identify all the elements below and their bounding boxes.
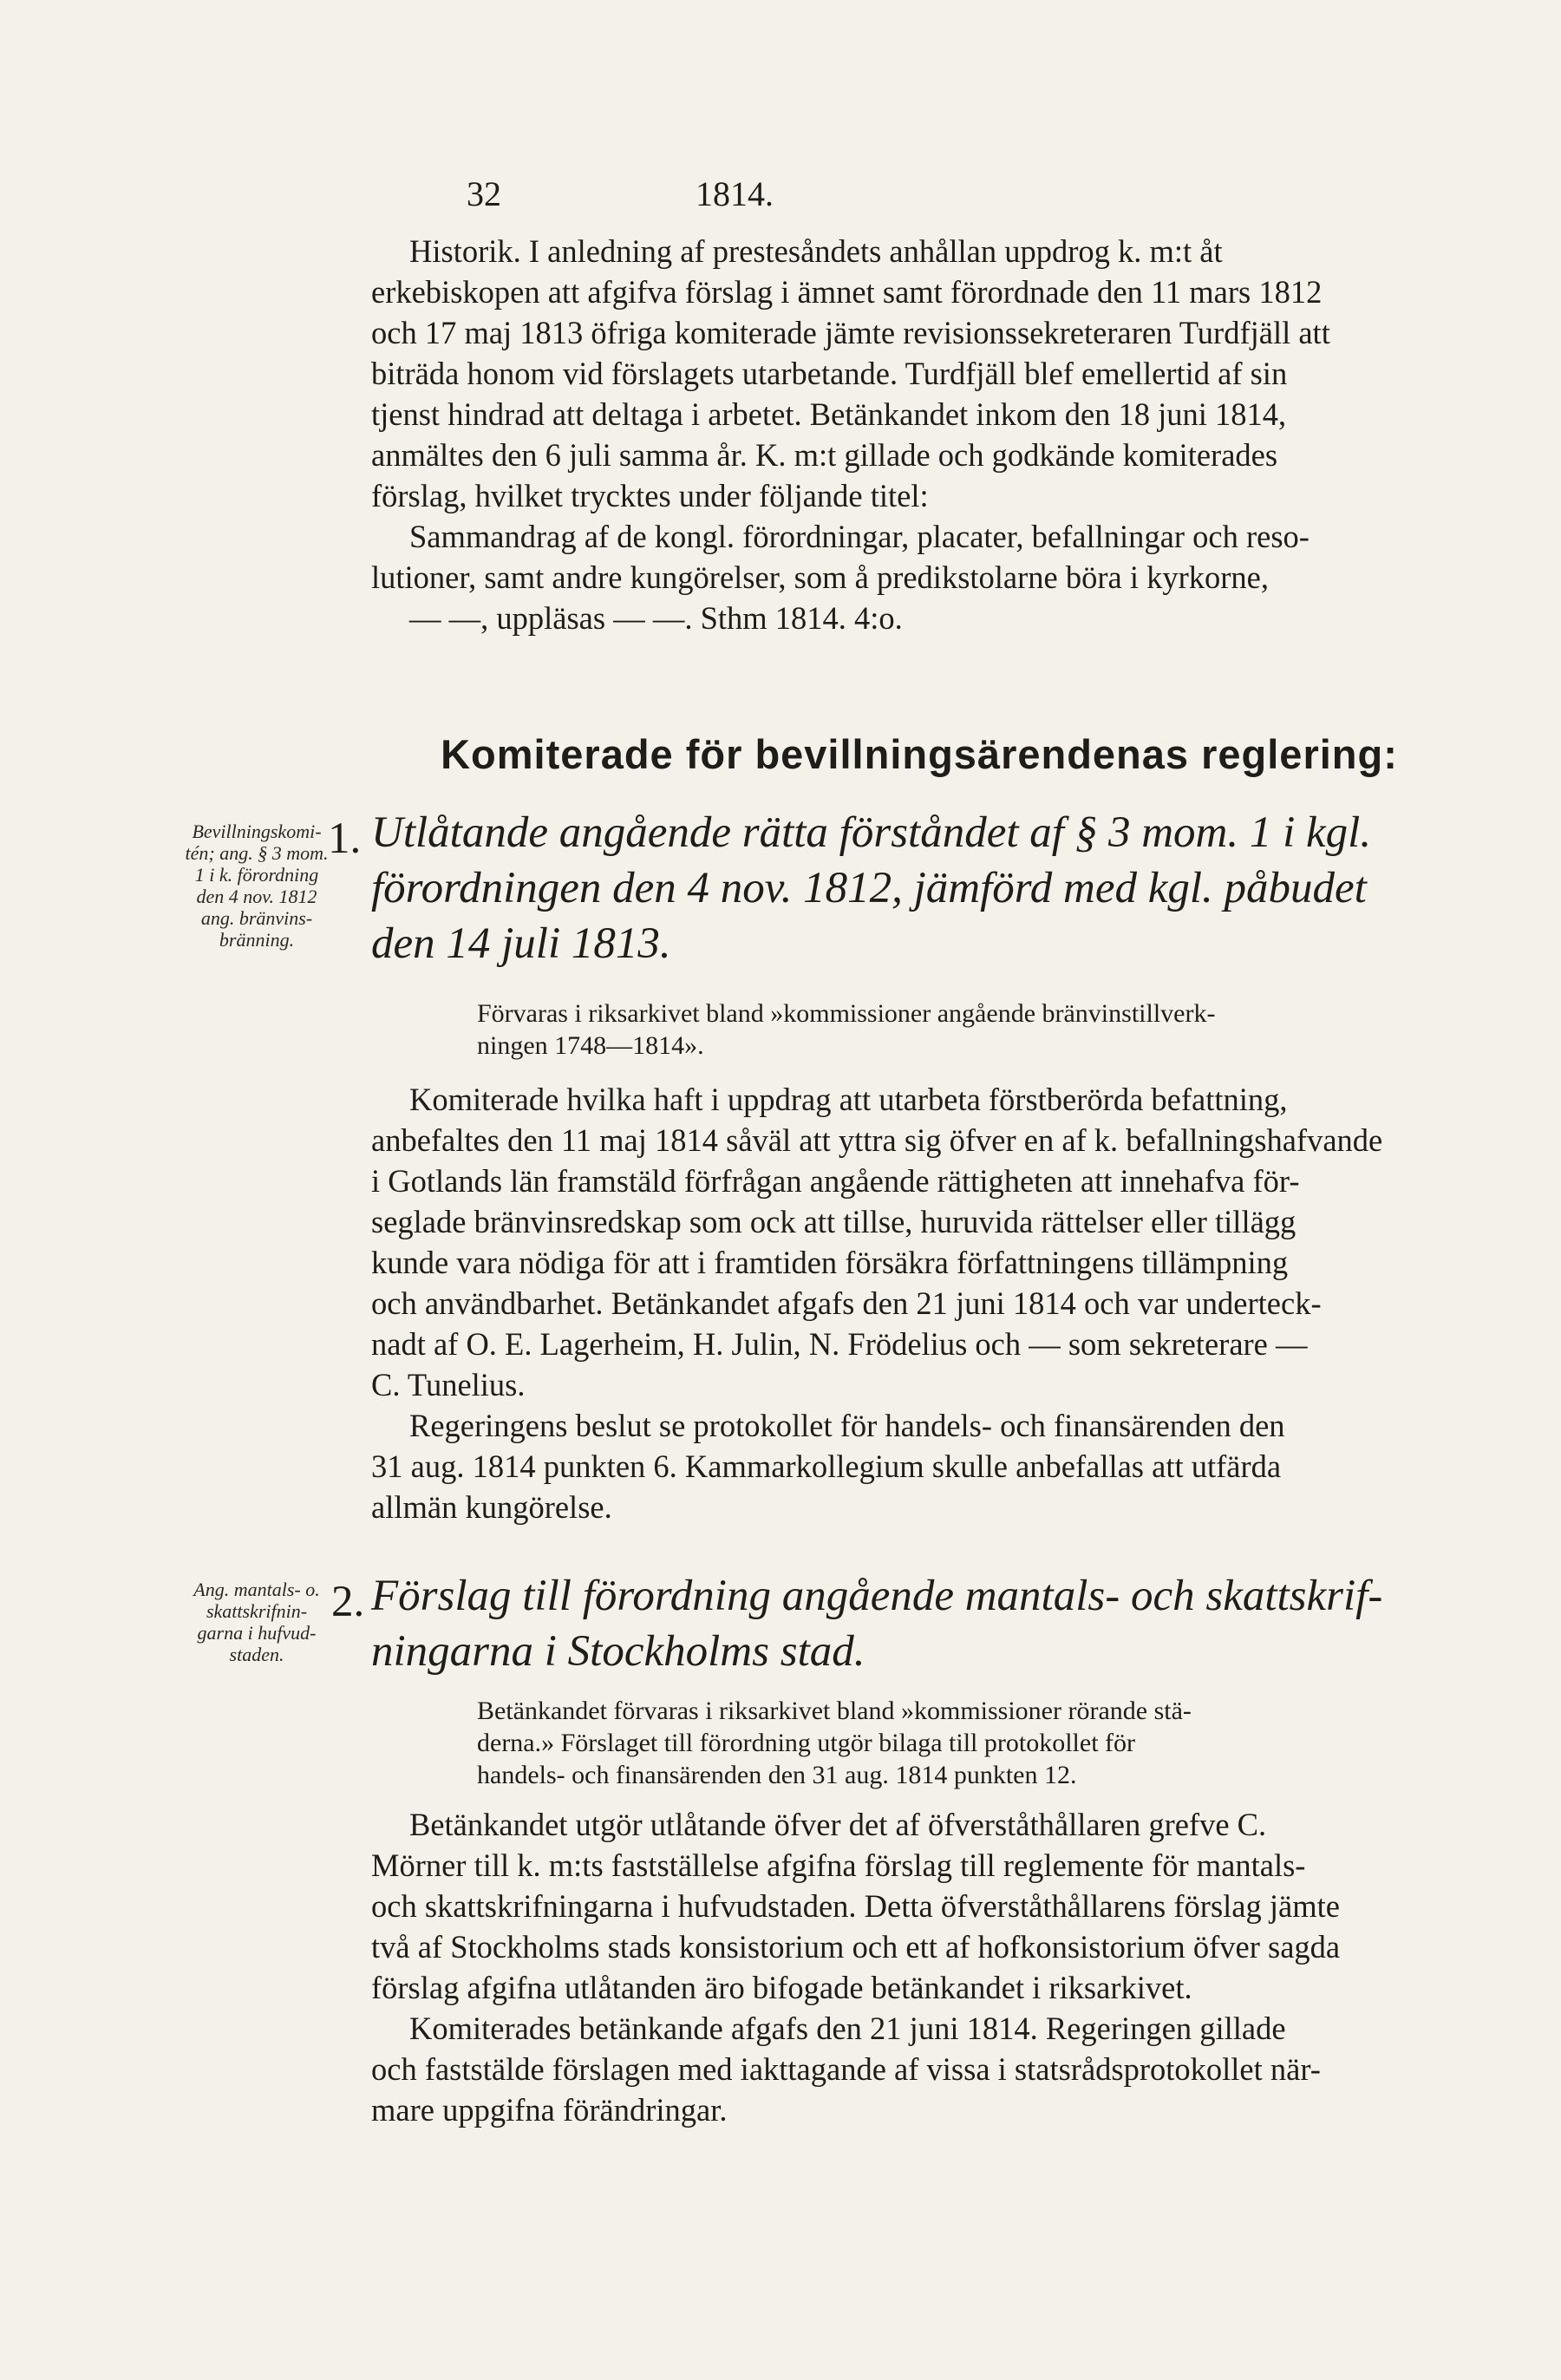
margin-note-line: garna i hufvud- [197,1622,317,1644]
item-title-line: Förslag till förordning angående mantals- och skattskrif- [371,1572,1383,1620]
margin-note-line: tén; ang. § 3 mom. [185,842,329,864]
body-line: seglade bränvinsredskap som ock att tillse, huruvida rättelser eller tillägg [371,1204,1296,1239]
margin-note-line: ang. bränvins- [200,907,313,929]
body-line: anbefaltes den 11 maj 1814 såväl att yttra sig öfver en af k. befallningshafvande [371,1122,1383,1158]
item-title-line: ningarna i Stockholms stad. [371,1627,865,1676]
note-line: handels- och finansärenden den 31 aug. 1814 punkten 12. [477,1761,1077,1789]
intro-line: Historik. I anledning af prestesåndets anhållan uppdrog k. m:t åt [409,233,1223,269]
note-line: ningen 1748—1814». [477,1031,704,1060]
intro-line: anmältes den 6 juli samma år. K. m:t gillade och godkände komiterades [371,437,1278,473]
body-line: två af Stockholms stads konsistorium och ett af hofkonsistorium öfver sagda [371,1929,1341,1965]
margin-note-line: staden. [229,1644,284,1665]
note-line: Betänkandet förvaras i riksarkivet bland »kommissioner rörande stä- [477,1697,1192,1725]
body-line: nadt af O. E. Lagerheim, H. Julin, N. Frödelius och — som sekreterare — [371,1326,1308,1362]
item-number-2: 2. [331,1578,365,1626]
item-body-1 [371,1079,1447,1527]
body-line: Regeringens beslut se protokollet för handels- och finansärenden den [409,1408,1285,1443]
intro-line: Sammandrag af de kongl. förordningar, placater, befallningar och reso- [409,519,1310,554]
item-title-1 [371,805,1464,971]
running-head-year: 1814. [696,174,774,213]
intro-line: lutioner, samt andre kungörelser, som å predikstolarne böra i kyrkorne, [371,559,1269,595]
margin-note-2 [184,1579,330,1665]
body-line: och faststälde förslagen med iakttagande af vissa i statsrådsprotokollet när- [371,2051,1321,2087]
intro-line: biträda honom vid förslagets utarbetande. Turdfjäll blef emellertid af sin [371,356,1288,391]
item-number-1: 1. [328,814,362,863]
body-line: i Gotlands län framstäld förfrågan angående rättigheten att innehafva för- [371,1163,1300,1199]
margin-note-line: den 4 nov. 1812 [196,886,317,907]
body-line: förslag afgifna utlåtanden äro bifogade betänkandet i riksarkivet. [371,1970,1192,2005]
margin-note-line: Ang. mantals- o. [193,1579,320,1600]
archive-note-2 [477,1695,1457,1791]
body-line: kunde vara nödiga för att i framtiden försäkra författningens tillämpning [371,1245,1289,1280]
margin-note-line: 1 i k. förordning [194,864,319,886]
intro-line: erkebiskopen att afgifva förslag i ämnet samt förordnade den 11 mars 1812 [371,274,1323,310]
margin-note-1 [184,821,330,951]
intro-paragraph [371,231,1447,638]
item-title-line: förordningen den 4 nov. 1812, jämförd med kgl. påbudet [371,864,1367,912]
body-line: Mörner till k. m:ts fastställelse afgifna förslag till reglemente för mantals- [371,1847,1306,1883]
body-line: 31 aug. 1814 punkten 6. Kammarkollegium skulle anbefallas att utfärda [371,1448,1282,1484]
margin-note-line: Bevillningskomi- [192,821,322,842]
body-line: Komiterade hvilka haft i uppdrag att utarbeta förstberörda befattning, [409,1082,1288,1117]
body-line: Komiterades betänkande afgafs den 21 juni 1814. Regeringen gillade [409,2011,1286,2046]
note-line: derna.» Förslaget till förordning utgör bilaga till protokollet för [477,1729,1136,1757]
intro-line: tjenst hindrad att deltaga i arbetet. Betänkandet inkom den 18 juni 1814, [371,396,1287,432]
margin-note-line: skattskrifnin- [206,1600,308,1622]
item-title-line: Utlåtande angående rätta förståndet af § 3 mom. 1 i kgl. [371,808,1372,857]
body-line: allmän kungörelse. [371,1489,612,1525]
body-line: C. Tunelius. [371,1367,526,1402]
body-line: Betänkandet utgör utlåtande öfver det af öfverståthållaren grefve C. [409,1807,1267,1842]
body-line: mare uppgifna förändringar. [371,2092,728,2128]
item-title-line: den 14 juli 1813. [371,919,671,968]
body-line: och användbarhet. Betänkandet afgafs den 21 juni 1814 och var underteck- [371,1285,1322,1321]
section-heading: Komiterade för bevillningsärendenas reglering: [441,731,1398,777]
archive-note-1 [477,997,1457,1062]
intro-line: — —, uppläsas — —. Sthm 1814. 4:o. [409,600,903,636]
item-title-2 [371,1568,1464,1679]
body-line: och skattskrifningarna i hufvudstaden. Detta öfverståthållarens förslag jämte [371,1888,1340,1924]
note-line: Förvaras i riksarkivet bland »kommissioner angående bränvinstillverk- [477,999,1216,1028]
page-number: 32 [467,174,501,213]
item-body-2 [371,1804,1447,2130]
margin-note-line: bränning. [219,929,295,951]
intro-line: och 17 maj 1813 öfriga komiterade jämte revisionssekreteraren Turdfjäll att [371,315,1330,350]
intro-line: förslag, hvilket trycktes under följande titel: [371,478,929,513]
